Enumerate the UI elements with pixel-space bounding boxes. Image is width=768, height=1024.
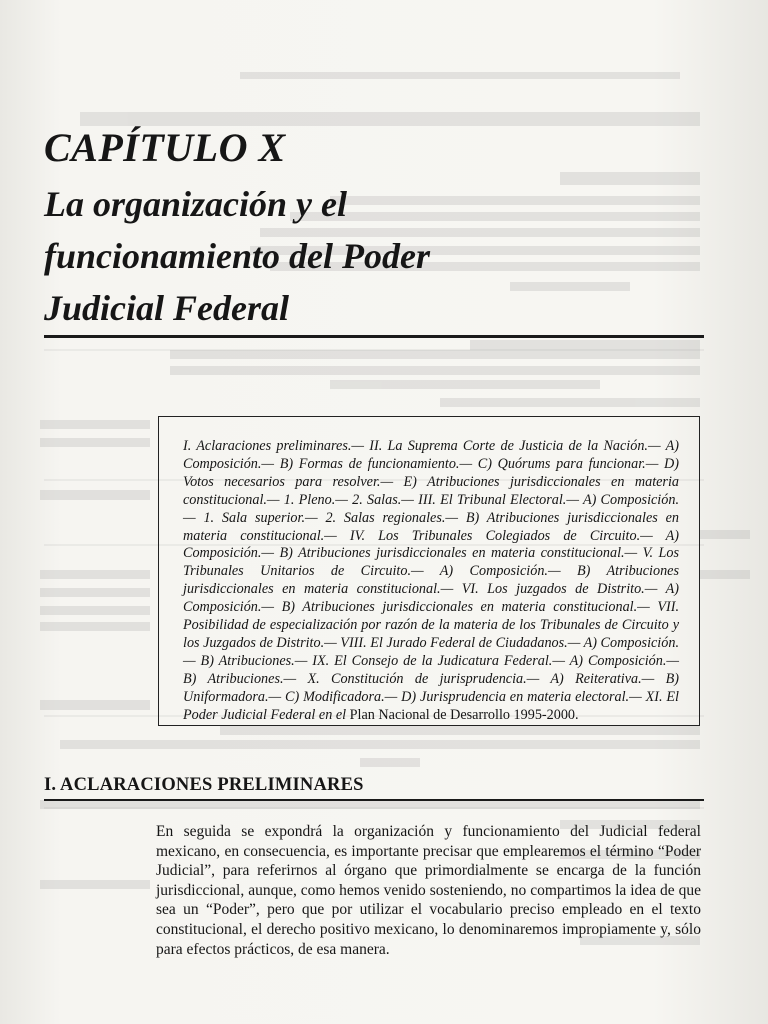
chapter-title-line-1: La organización y el [44, 184, 347, 224]
section-underline [44, 799, 704, 801]
chapter-summary-text: I. Aclaraciones preliminares.— II. La Suprema Corte de Justicia de la Nación.— A) Composición.— B) Formas de funcionamiento.— C) Quórums para funcionar.— D) Votos necesarios para resolver.— E) Atribuciones jurisdiccionales en materia constitucional.— 1. Pleno.— 2. Salas.— III. El Tribunal Electoral.— A) Composición.— 1. Sala superior.— 2. Salas regionales.— B) Atribuciones jurisdiccionales en materia constitucional.— IV. Los Tribunales Colegiados de Circuito.— A) Composición.— B) Atribuciones jurisdiccionales en materia constitucional.— V. Los Tribunales Unitarios de Circuito.— A) Composición.— B) Atribuciones jurisdiccionales en materia constitucional.— VI. Los juzgados de Distrito.— A) Composición.— B) Atribuciones jurisdiccionales en materia constitucional.— VII. Posibilidad de especialización por razón de la materia de los Tribunales de Circuito y los Juzgados de Distrito.— VIII. El Jurado Federal de Ciudadanos.— A) Composición.— B) Atribuciones.— IX. El Consejo de la Judicatura Federal.— A) Composición.— B) Atribuciones.— X. Constitución de jurisprudencia.— A) Reiterativa.— B) Uniformadora.— C) Modificadora.— D) Jurisprudencia en materia electoral.— XI. El Poder Judicial Federal en el [183, 438, 679, 723]
chapter-number: CAPÍTULO X [44, 125, 286, 170]
chapter-title [44, 178, 604, 334]
section-heading: I. ACLARACIONES PRELIMINARES [44, 775, 364, 795]
section-paragraph: En seguida se expondrá la organización y funcionamiento del Judicial federal mexicano, en consecuencia, es importante precisar que emplearemos el término “Poder Judicial”, para referirnos al órgano que primordialmente se encarga de la función jurisdiccional, aunque, como hemos venido sosteniendo, no compartimos la idea de que sea un “Poder”, pero que por utilizar el vocabulario preciso empleado en el texto constitucional, el derecho positivo mexicano, lo denominaremos impropiamente y, sólo para efectos prácticos, de esa manera. [156, 823, 701, 958]
chapter-summary-box [158, 416, 700, 726]
chapter-summary-tail: Plan Nacional de Desarrollo 1995-2000. [346, 706, 579, 723]
chapter-title-line-2: funcionamiento del Poder [44, 236, 430, 276]
chapter-title-line-3: Judicial Federal [44, 288, 289, 328]
title-underline [44, 335, 704, 338]
